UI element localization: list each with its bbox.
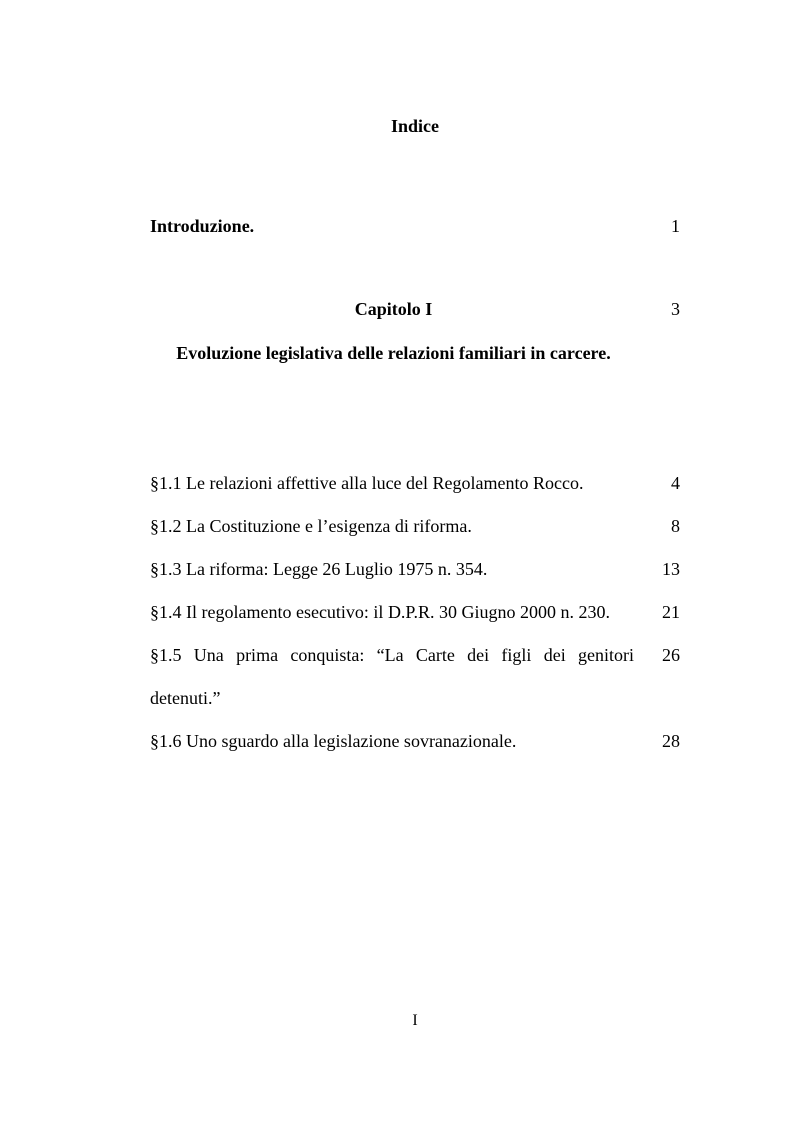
toc-entry-page: 21: [662, 602, 680, 622]
toc-entry-section-1-5-line2: detenuti.”: [150, 688, 221, 708]
toc-entry-label: §1.3 La riforma: Legge 26 Luglio 1975 n. 354.: [150, 559, 488, 579]
toc-entry-label: §1.2 La Costituzione e l’esigenza di riforma.: [150, 516, 472, 536]
index-title: Indice: [390, 116, 439, 136]
toc-entry-page: 1: [671, 216, 680, 236]
chapter-page-number: 3: [671, 299, 680, 319]
toc-entry-page: 28: [662, 731, 680, 751]
toc-entry-page: 13: [662, 559, 680, 579]
toc-entry-label: Introduzione.: [150, 216, 255, 236]
toc-entry-page: 8: [671, 516, 680, 536]
toc-entry-page: 4: [671, 473, 680, 493]
toc-entry-label: §1.1 Le relazioni affettive alla luce del Regolamento Rocco.: [150, 473, 584, 493]
footer-page-number: I: [412, 1012, 418, 1029]
toc-entry-label: §1.4 Il regolamento esecutivo: il D.P.R. 30 Giugno 2000 n. 230.: [150, 602, 610, 622]
chapter-heading: Capitolo I: [354, 299, 433, 319]
toc-entry-section-1-5-line1: §1.5 Una prima conquista: “La Carte dei figli dei genitori: [150, 645, 634, 665]
chapter-subtitle: Evoluzione legislativa delle relazioni familiari in carcere.: [176, 343, 611, 363]
toc-entry-page: 26: [662, 645, 680, 665]
toc-entry-label: §1.6 Uno sguardo alla legislazione sovranazionale.: [150, 731, 517, 751]
